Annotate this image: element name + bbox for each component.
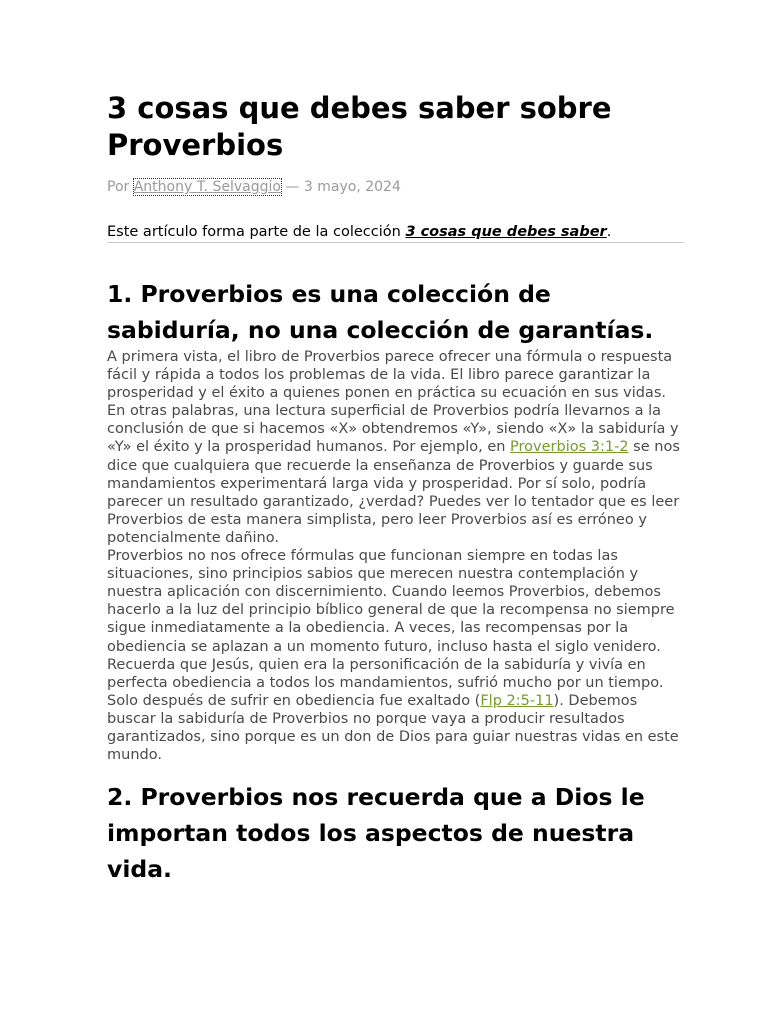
publish-date: 3 mayo, 2024 — [303, 179, 401, 195]
section-1-paragraph-2 — [107, 547, 684, 764]
paragraph-text: ). Debemos buscar la sabiduría de Proverbios no porque vaya a producir resultados garantizados, sino porque es un don de Dios para guiar nuestras vidas en este mundo. — [107, 692, 679, 764]
series-link[interactable]: 3 cosas que debes saber — [405, 224, 607, 240]
paragraph-text: Proverbios no nos ofrece fórmulas que funcionan siempre en todas las situaciones, sino principios sabios que merecen nuestra contemplación y nuestra aplicación con discernimiento. Cuando leemos Proverbios, debemos hacerlo a la luz del principio bíblico general de que la recompensa no siempre sigue inmediatamente a la obediencia. A veces, las recompensas por la obediencia se aplazan a un momento futuro, incluso hasta el siglo venidero. Recuerda que Jesús, quien era la personificación de la sabiduría y vivía en perfecta obediencia a todos los mandamientos, sufrió mucho por un tiempo. Solo después de sufrir en obediencia fue exaltado ( — [107, 548, 675, 709]
section-2-heading: 2. Proverbios nos recuerda que a Dios le importan todos los aspectos de nuestra vida. — [107, 783, 645, 884]
section-1-paragraph-1 — [107, 348, 684, 547]
byline-separator: — — [280, 179, 304, 195]
series-note — [107, 223, 684, 243]
scripture-link-filipenses[interactable]: Flp 2:5-11 — [480, 692, 554, 709]
series-note-text: Este artículo forma parte de la colección — [107, 224, 406, 240]
article-title: 3 cosas que debes saber sobre Proverbios — [107, 91, 612, 162]
byline-prefix: Por — [107, 179, 134, 195]
byline — [107, 177, 684, 197]
paragraph-text: A primera vista, el libro de Proverbios parece ofrecer una fórmula o respuesta fácil y rápida a todos los problemas de la vida. El libro parece garantizar la prosperidad y el éxito a quienes ponen en práctica su ecuación en sus vidas. En otras palabras, una lectura superficial de Proverbios podría llevarnos a la conclusión de que si hacemos «X» obtendremos «Y», siendo «X» la sabiduría y «Y» el éxito y la prosperidad humanos. Por ejemplo, en — [107, 349, 679, 456]
paragraph-text: se nos dice que cualquiera que recuerde la enseñanza de Proverbios y guarde sus mandamientos experimentará larga vida y prosperidad. Por sí solo, podría parecer un resultado garantizado, ¿verdad? Puedes ver lo tentador que es leer Proverbios de esta manera simplista, pero leer Proverbios así es erróneo y potencialmente dañino. — [107, 439, 680, 546]
series-note-end: . — [606, 224, 612, 240]
scripture-link-proverbios[interactable]: Proverbios 3:1-2 — [510, 439, 629, 456]
article — [107, 90, 684, 887]
section-1-heading: 1. Proverbios es una colección de sabiduría, no una colección de garantías. — [107, 280, 654, 344]
author-link[interactable]: Anthony T. Selvaggio — [133, 179, 281, 195]
